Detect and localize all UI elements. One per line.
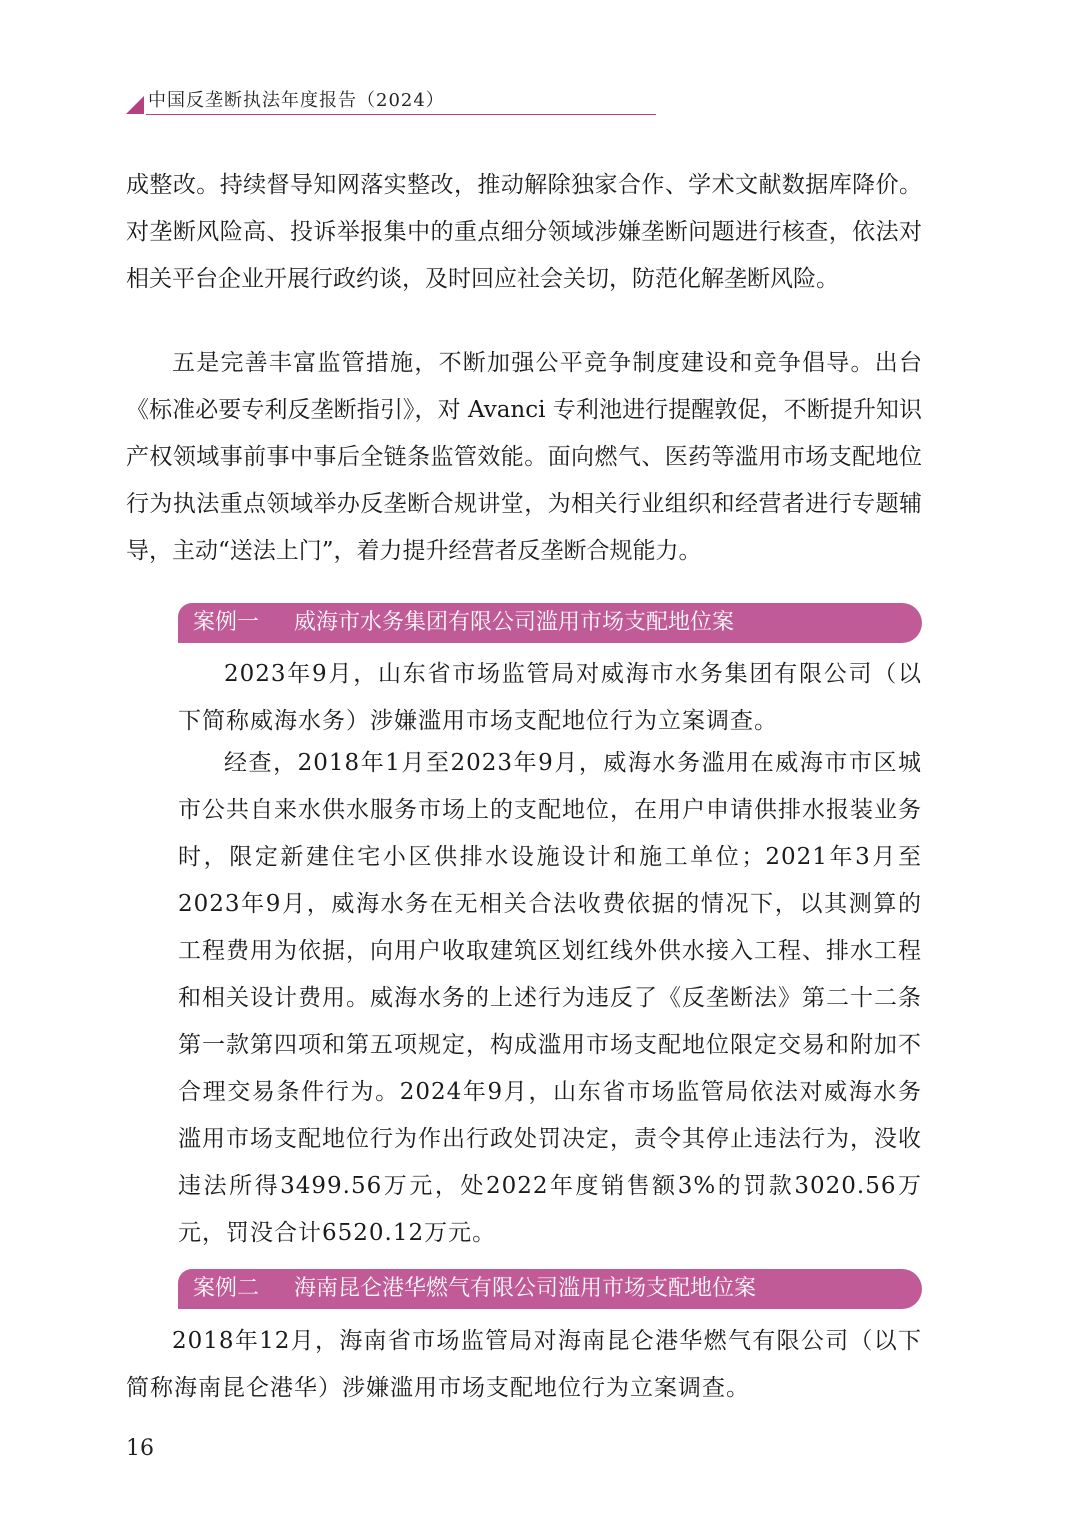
running-header-title: 中国反垄断执法年度报告（2024） — [148, 90, 445, 111]
case-paragraph: 经查，2018年1月至2023年9月，威海水务滥用在威海市市区城市公共自来水供水服务市场上的支配地位，在用户申请供排水报装业务时，限定新建住宅小区供排水设施设计和施工单位；2021年3月至2023年9月，威海水务在无相关合法收费依据的情况下，以其测算的工程费用为依据，向用户收取建筑区划红线外供水接入工程、排水工程和相关设计费用。威海水务的上述行为违反了《反垄断法》第二十二条第一款第四项和第五项规定，构成滥用市场支配地位限定交易和附加不合理交易条件行为。2024年9月，山东省市场监管局依法对威海水务滥用市场支配地位行为作出行政处罚决定，责令其停止违法行为，没收违法所得3499.56万元，处2022年度销售额3%的罚款3020.56万元，罚没合计6520.12万元。 — [178, 750, 922, 1246]
case-title: 威海市水务集团有限公司滥用市场支配地位案 — [294, 610, 735, 635]
case-title: 海南昆仑港华燃气有限公司滥用市场支配地位案 — [294, 1276, 757, 1301]
header-rule — [146, 114, 656, 115]
case-label: 案例一 — [193, 610, 260, 635]
page-number: 16 — [126, 1436, 154, 1461]
running-header — [126, 86, 656, 118]
case-banner — [178, 603, 922, 643]
triangle-marker-icon — [126, 96, 144, 114]
case-paragraph: 2023年9月，山东省市场监管局对威海市水务集团有限公司（以下简称威海水务）涉嫌滥用市场支配地位行为立案调查。 — [178, 661, 922, 734]
body-paragraph: 成整改。持续督导知网落实整改，推动解除独家合作、学术文献数据库降价。对垄断风险高、投诉举报集中的重点细分领域涉嫌垄断问题进行核查，依法对相关平台企业开展行政约谈，及时回应社会关切，防范化解垄断风险。 — [126, 172, 922, 292]
case-label: 案例二 — [193, 1276, 260, 1301]
case-paragraph: 2018年12月，海南省市场监管局对海南昆仑港华燃气有限公司（以下简称海南昆仑港华）涉嫌滥用市场支配地位行为立案调查。 — [126, 1328, 922, 1401]
case-banner — [178, 1269, 922, 1309]
body-paragraph: 五是完善丰富监管措施，不断加强公平竞争制度建设和竞争倡导。出台《标准必要专利反垄断指引》，对 Avanci 专利池进行提醒敦促，不断提升知识产权领域事前事中事后全链条监管效能。面向燃气、医药等滥用市场支配地位行为执法重点领域举办反垄断合规讲堂，为相关行业组织和经营者进行专题辅导，主动“送法上门”，着力提升经营者反垄断合规能力。 — [126, 350, 922, 564]
